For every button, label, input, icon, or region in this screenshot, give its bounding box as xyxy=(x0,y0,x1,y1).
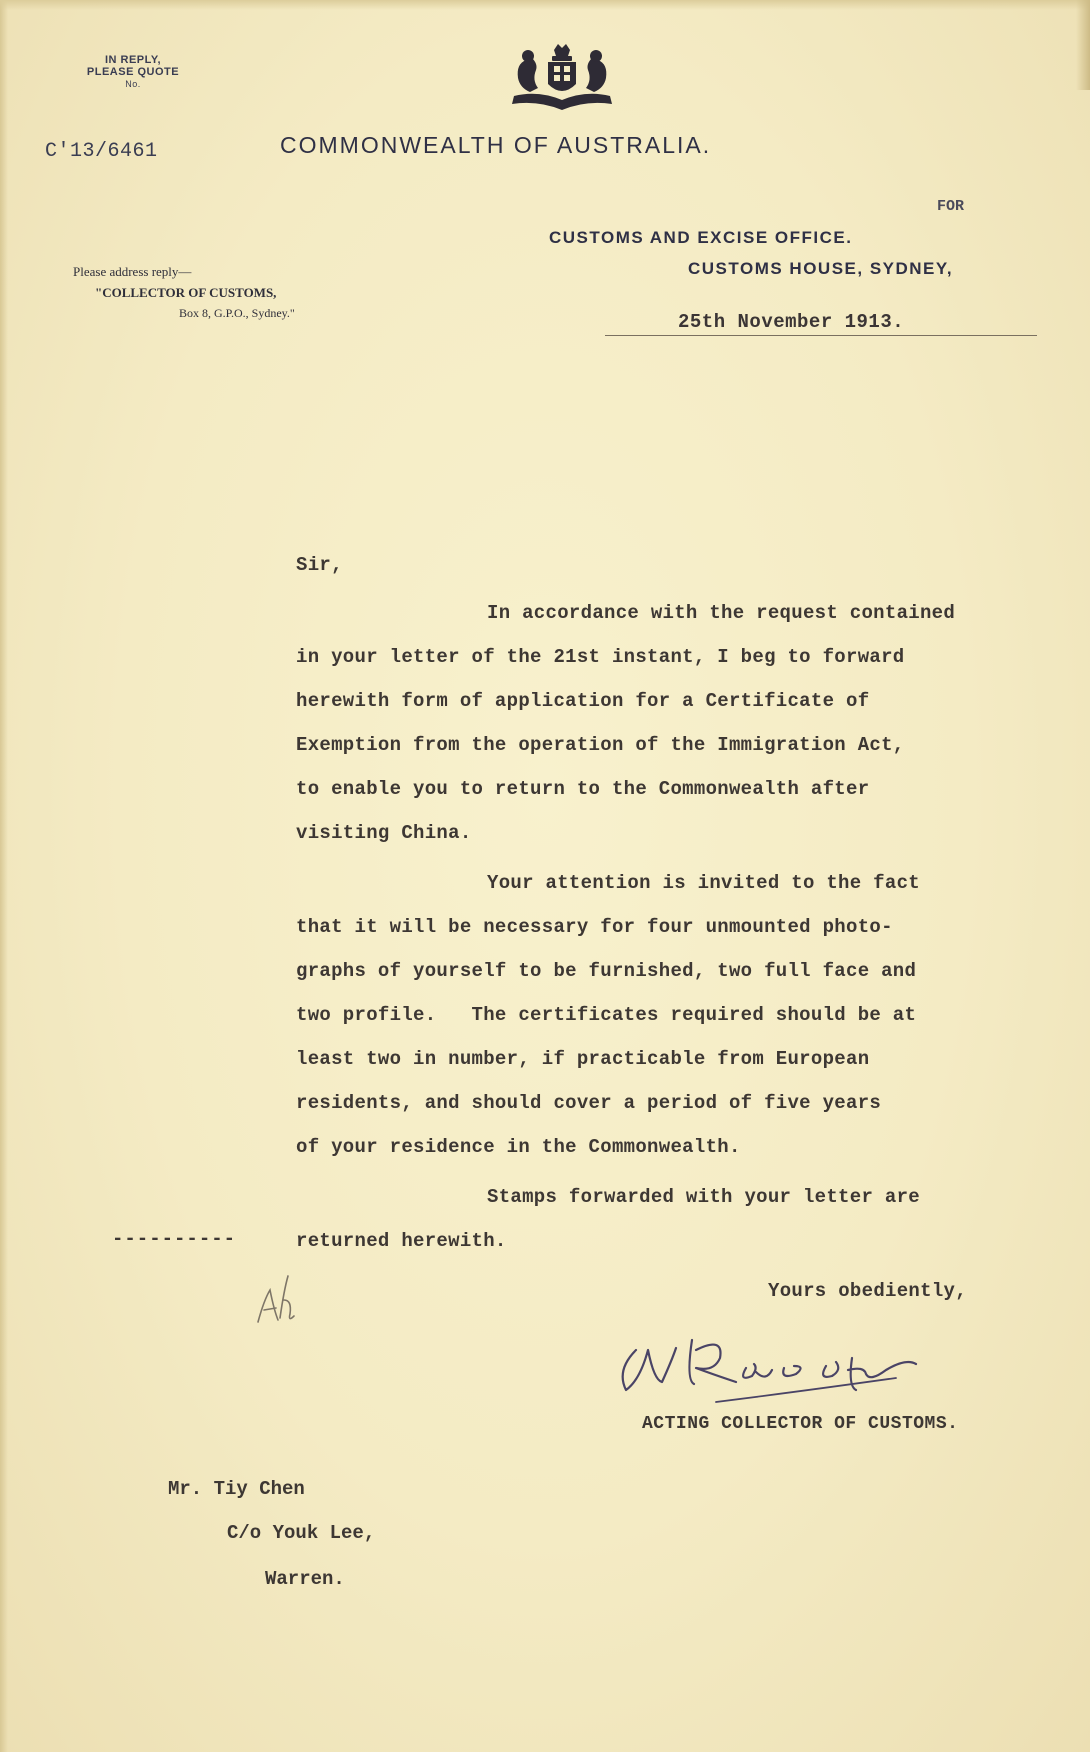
in-reply-block xyxy=(58,54,208,90)
body-line: visiting China. xyxy=(296,822,472,844)
office-location: CUSTOMS HOUSE, SYDNEY, xyxy=(688,259,954,278)
body-line: least two in number, if practicable from European xyxy=(296,1048,870,1070)
number-label: No. xyxy=(125,79,141,89)
paper-edge-tear xyxy=(1076,0,1090,90)
address-line: "COLLECTOR OF CUSTOMS, xyxy=(95,285,277,300)
signatory-title: ACTING COLLECTOR OF CUSTOMS. xyxy=(642,1414,959,1434)
recipient-name: Mr. Tiy Chen xyxy=(168,1478,305,1500)
body-line: Stamps forwarded with your letter are xyxy=(487,1186,920,1208)
recipient-care-of: C/o Youk Lee, xyxy=(227,1522,376,1544)
salutation: Sir, xyxy=(296,554,343,576)
body-line: In accordance with the request contained xyxy=(487,602,956,624)
paper-edge-top xyxy=(0,0,1090,10)
recipient-town: Warren. xyxy=(265,1568,345,1590)
signature-icon xyxy=(596,1310,996,1405)
in-reply-line: IN REPLY, xyxy=(104,54,162,66)
body-line: herewith form of application for a Certificate of xyxy=(296,690,870,712)
for-label: FOR xyxy=(937,198,965,215)
please-quote-line: PLEASE QUOTE xyxy=(86,66,180,78)
body-line: residents, and should cover a period of five years xyxy=(296,1092,882,1114)
address-line: Box 8, G.P.O., Sydney." xyxy=(179,306,295,320)
body-line: to enable you to return to the Commonwealth after xyxy=(296,778,870,800)
office-name: CUSTOMS AND EXCISE OFFICE. xyxy=(549,228,853,247)
letter-date: 25th November 1913. xyxy=(678,311,905,333)
body-line: Your attention is invited to the fact xyxy=(487,872,920,894)
body-line: returned herewith. xyxy=(296,1230,507,1252)
body-line: graphs of yourself to be furnished, two full face and xyxy=(296,960,917,982)
date-underline xyxy=(605,335,1037,336)
body-line: Exemption from the operation of the Immigration Act, xyxy=(296,734,905,756)
reply-address xyxy=(73,261,373,324)
paper-edge-left xyxy=(0,0,8,1752)
body-line: in your letter of the 21st instant, I beg to forward xyxy=(296,646,905,668)
reference-number: C'13/6461 xyxy=(45,140,158,163)
margin-dashes: ---------- xyxy=(112,1228,237,1250)
country-title: COMMONWEALTH OF AUSTRALIA. xyxy=(280,132,712,158)
body-line: that it will be necessary for four unmounted photo- xyxy=(296,916,893,938)
address-line: Please address reply— xyxy=(73,264,192,279)
handwritten-initials-icon xyxy=(250,1270,310,1332)
coat-of-arms-icon xyxy=(508,44,616,112)
body-line: of your residence in the Commonwealth. xyxy=(296,1136,741,1158)
closing: Yours obediently, xyxy=(768,1280,967,1302)
body-line: two profile. The certificates required should be at xyxy=(296,1004,917,1026)
